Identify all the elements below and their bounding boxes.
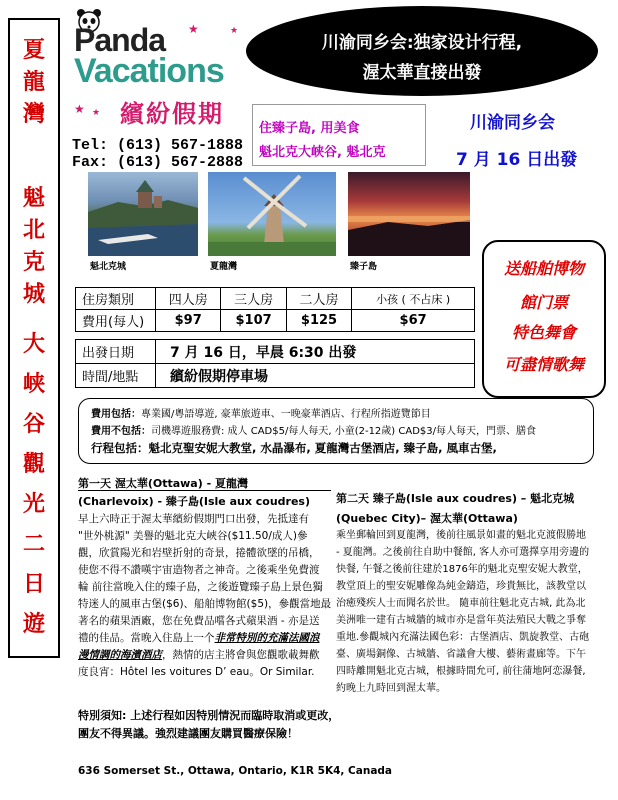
day1-line: 度良宵：Hôtel les voitures D’ eau。Or Similar. [78,666,315,678]
day2-line: 教堂頂上的聖安妮雕像為純金鑄造，珍貴無比，該教堂以 [336,581,586,592]
vertical-title-char: 觀 [22,452,45,477]
departure-date-value: 7 月 16 日，早晨 6:30 出發 [156,340,475,364]
departure-place-label: 時間/地點 [76,364,156,388]
star-icon: ★ [230,26,239,36]
vertical-title-box [8,18,60,658]
departure-table [75,339,475,388]
fees-itinerary [91,440,497,456]
day1-line: 觀，欣賞陽光和岩壁折射的奇景，捲體欲墜的吊橋， [78,547,320,559]
photo-caption: 魁北克城 [90,262,127,272]
highlight-line-2: 魁北克大峡谷, 魁北克 [259,145,386,160]
gift-line: 館门票 [519,293,568,312]
special-notice [78,707,339,743]
day1-title-1: 第一天 渥太華(Ottawa) - 夏龍灣 [78,477,248,490]
table-row [76,310,475,332]
highlight-line-1: 住臻子島, 用美食 [259,121,360,136]
vertical-title-char: 北 [22,218,45,243]
photo-caption: 臻子島 [350,262,378,272]
day2-line: 美洲唯一建有古城牆的城市亦是當年英法殖民大戰之爭奪 [336,615,586,626]
star-icon: ★ [188,22,199,36]
fees-included [91,405,431,420]
price-cell: $97 [156,310,221,332]
day2-line: 臺、廣場銅像、古城牆、省議會大樓、藝術畫廊等。下午 [336,649,586,660]
vertical-title-char: 光 [22,492,45,517]
vertical-title-char: 夏 [22,38,45,63]
table-row [76,364,475,388]
fees-excluded-label: 費用不包括： [91,426,151,437]
table-header: 住房類別 [76,288,156,310]
day2-line: - 夏龍灣。之後前往自助中餐館, 客人亦可選擇享用旁邊的 [336,547,590,558]
vertical-title-char: 二 [22,532,45,557]
price-cell: $107 [221,310,286,332]
day1-line: 特迷人的風車古堡($6)、船舶博物館($5)，參觀當地最 [78,598,332,610]
day2-line: 治癒殘疾人士而聞名於世。 隨車前往魁北克古城, 此為北 [336,598,586,609]
fees-included-label: 費用包括： [91,409,141,420]
fees-included-text: 專業國/粵語導遊, 豪華旅遊車、一晚豪華酒店、行程所指遊覽節目 [141,409,431,420]
gift-line: 可盡情歌舞 [503,355,584,374]
departure-place-value: 繽紛假期停車場 [156,364,475,388]
logo-chinese-text: 繽紛假期 [120,100,224,128]
banner-line-2: 渥太華直接出發 [362,63,482,83]
day2-line: 重地.參觀城內充滿法國色彩：古堡酒店、凱旋教堂、古砲 [336,632,590,643]
title-banner [246,6,598,96]
day1-line: 使您不得不讚嘆宇宙造物者之神奇。之後乘坐免費渡 [78,564,320,576]
day1-title-2: (Charlevoix) - 臻子島(Isle aux coudres) [78,495,311,508]
departure-date-headline: 7 月 16 日出發 [456,150,578,170]
fees-excluded-text: 司機導遊服務費: 成人 CAD$5/每人每天, 小童(2-12歲) CAD$3/每人每天，門票、膳食 [151,426,536,437]
day1-line-part: ，熱情的店主將會與您觀歌載舞歡 [162,649,320,661]
day1-line: 著名的蘋果酒廠，您在免費品嚐各式蘋果酒 - 亦是送 [78,615,320,627]
island-sunset-photo [348,172,470,256]
day2-line: 約晚上九時回到渥太華。 [336,683,446,694]
vertical-title-char: 峡 [22,372,45,397]
hotel-highlight: 漫情調的海濱酒店 [78,649,162,661]
price-cell: $67 [352,310,475,332]
day1-line-part: 禮的佳品。當晚入住島上一个 [78,632,215,644]
gift-line: 送船舶博物 [503,259,584,278]
table-header: 二人房 [286,288,351,310]
banner-line-1: 川渝同乡会:独家设计行程, [321,33,523,53]
star-icon: ★ [74,102,85,116]
day2-line: 乘坐郵輪回到夏龍灣，後前往風景如畫的魁北克渡假勝地 [336,530,586,541]
day1-line: 輪 前往當晚入住的臻子島，之後遊覽臻子島上景色獨 [78,581,323,593]
vertical-title-char: 遊 [22,612,45,637]
star-icon: ★ [92,108,101,118]
price-table [75,287,475,332]
vertical-title-char: 龍 [22,70,45,95]
day2-title-1: 第二天 臻子島(Isle aux coudres) – 魁北克城 [336,492,575,505]
vertical-title-char: 魁 [22,186,45,211]
table-header: 小孩 ( 不占床 ) [352,288,475,310]
table-row-label: 費用(每人) [76,310,156,332]
gift-line: 特色舞會 [511,323,576,342]
logo-vacations-text: Vacations [74,52,224,90]
table-row [76,340,475,364]
fees-box [78,398,594,464]
day1-line: "世外桃源" 美譽的魁北克大峽谷($11.50/成人)參 [78,530,308,542]
day1-line [78,630,338,647]
day2-line: 四時離開魁北克古城，根據時間允可, 前往蒲地阿恋瀑餐, [336,666,586,677]
price-cell: $125 [286,310,351,332]
day1-line [78,647,338,664]
highlights-box [252,104,426,166]
day1-body [78,511,338,681]
divider [78,490,331,491]
vertical-title-char: 日 [22,572,45,597]
quebec-city-photo [88,172,198,256]
vertical-title-char: 灣 [22,102,45,127]
table-header: 四人房 [156,288,221,310]
departure-date-label: 出發日期 [76,340,156,364]
association-name: 川渝同乡会 [470,113,555,133]
windmill-photo [208,172,336,256]
day2-body [336,527,614,697]
fees-itinerary-label: 行程包括： [91,441,149,455]
gifts-box [482,240,606,398]
notice-line-2: 團友不得異議。強烈建議團友購買醫療保險！ [78,727,298,740]
tel-number: Tel: (613) 567-1888 [72,137,244,154]
photo-caption: 夏龍灣 [210,262,238,272]
vertical-title-char: 城 [22,282,45,307]
fees-itinerary-text: 魁北克聖安妮大教堂, 水晶瀑布, 夏龍灣古堡酒店, 臻子島, 風車古堡, [148,441,497,455]
fax-number: Fax: (613) 567-2888 [72,154,244,171]
logo-panda-text: Panda [74,22,166,58]
table-row [76,288,475,310]
address: 636 Somerset St., Ottawa, Ontario, K1R 5K4, Canada [78,765,393,777]
day1-line: 早上六時正于渥太華繽紛假期門口出發，先抵達有 [78,513,309,525]
vertical-title-char: 谷 [22,412,45,437]
vertical-title-char: 大 [22,332,45,357]
panda-vacations-logo [70,8,250,128]
table-header: 三人房 [221,288,286,310]
fees-excluded [91,422,536,437]
hotel-highlight: 非常特別的充滿法國浪 [214,632,320,644]
vertical-title-char: 克 [22,250,45,275]
day2-title-2: (Quebec City)– 渥太華(Ottawa) [336,512,518,525]
day2-line: 快餐, 午餐之後前往建於1876年的魁北克聖安妮大教堂， [336,564,588,575]
notice-line-1: 特別須知: 上述行程如因特別情況而臨時取消或更改， [78,709,340,722]
